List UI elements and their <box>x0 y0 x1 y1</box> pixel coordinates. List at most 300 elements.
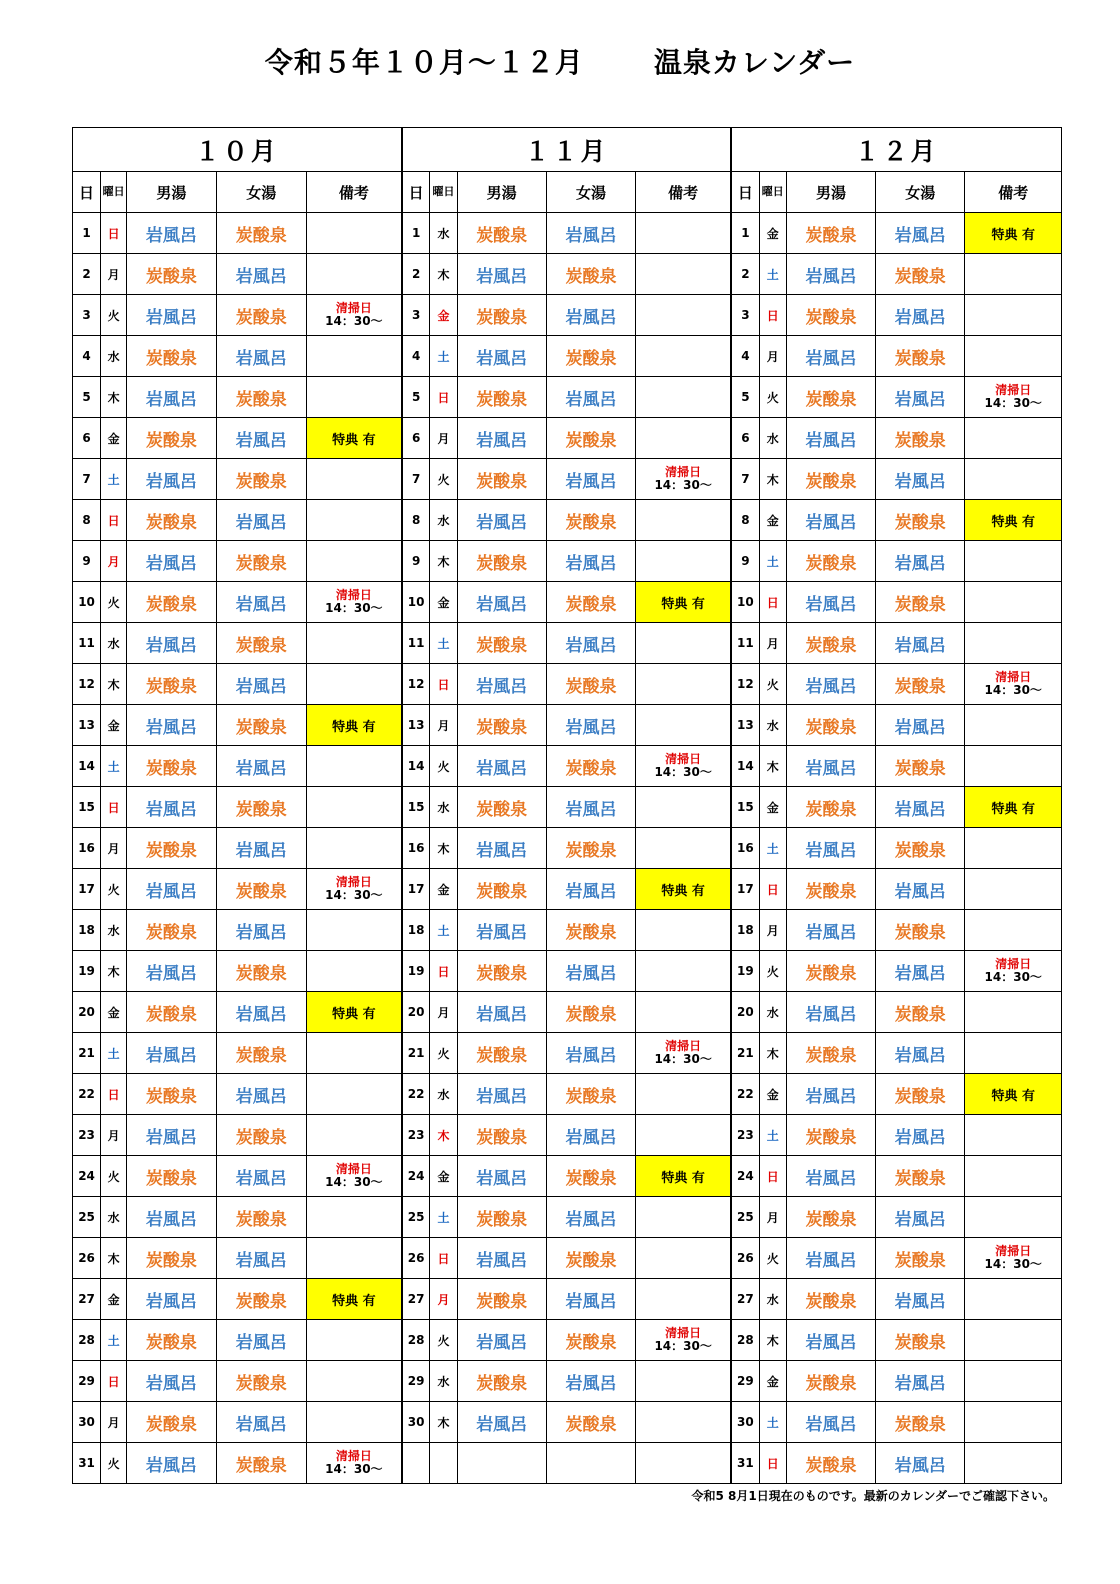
women-bath-cell: 岩風呂 <box>876 1115 965 1156</box>
women-bath-cell: 炭酸泉 <box>216 705 306 746</box>
weekday: 土 <box>101 746 127 787</box>
weekday: 木 <box>430 541 457 582</box>
table-row <box>73 295 1062 336</box>
note-cell <box>636 1197 731 1238</box>
note-cell <box>965 1197 1062 1238</box>
cleaning-day-note <box>965 664 1062 705</box>
men-bath-cell: 岩風呂 <box>457 418 546 459</box>
weekday: 日 <box>759 1443 786 1484</box>
weekday: 日 <box>101 213 127 254</box>
perk-badge: 特典 有 <box>636 1156 731 1197</box>
men-bath-cell: 岩風呂 <box>457 1156 546 1197</box>
men-bath-cell: 岩風呂 <box>457 664 546 705</box>
weekday: 木 <box>759 1033 786 1074</box>
note-cell <box>965 1115 1062 1156</box>
column-header-row <box>73 172 1062 213</box>
day-number: 17 <box>73 869 101 910</box>
weekday: 火 <box>101 869 127 910</box>
weekday: 水 <box>430 787 457 828</box>
women-bath-cell: 炭酸泉 <box>546 582 635 623</box>
men-bath-cell: 岩風呂 <box>786 254 875 295</box>
weekday: 火 <box>759 377 786 418</box>
header-day: 日 <box>73 172 101 213</box>
weekday: 土 <box>759 828 786 869</box>
header-day: 日 <box>402 172 430 213</box>
day-number: 7 <box>731 459 759 500</box>
header-note: 備考 <box>306 172 401 213</box>
note-cell <box>636 254 731 295</box>
note-cell <box>965 1402 1062 1443</box>
day-number: 25 <box>402 1197 430 1238</box>
weekday: 火 <box>759 1238 786 1279</box>
note-cell <box>306 1361 401 1402</box>
weekday: 日 <box>759 869 786 910</box>
cleaning-day-note <box>965 377 1062 418</box>
perk-badge: 特典 有 <box>965 213 1062 254</box>
women-bath-cell: 炭酸泉 <box>876 500 965 541</box>
women-bath-cell: 炭酸泉 <box>546 336 635 377</box>
weekday: 金 <box>759 787 786 828</box>
weekday: 月 <box>101 254 127 295</box>
men-bath-cell: 炭酸泉 <box>457 1361 546 1402</box>
men-bath-cell: 炭酸泉 <box>786 377 875 418</box>
note-cell <box>965 1033 1062 1074</box>
men-bath-cell: 炭酸泉 <box>127 664 216 705</box>
cleaning-time: 14：30～ <box>325 1175 383 1189</box>
weekday: 水 <box>759 992 786 1033</box>
perk-badge: 特典 有 <box>306 992 401 1033</box>
day-number: 13 <box>402 705 430 746</box>
note-cell <box>306 459 401 500</box>
day-number: 23 <box>731 1115 759 1156</box>
men-bath-cell: 岩風呂 <box>127 787 216 828</box>
weekday: 月 <box>759 623 786 664</box>
note-cell <box>636 500 731 541</box>
men-bath-cell: 炭酸泉 <box>457 951 546 992</box>
women-bath-cell: 岩風呂 <box>876 213 965 254</box>
men-bath-cell: 炭酸泉 <box>786 1443 875 1484</box>
note-cell <box>636 336 731 377</box>
note-cell <box>306 500 401 541</box>
women-bath-cell: 炭酸泉 <box>216 1279 306 1320</box>
weekday: 金 <box>101 418 127 459</box>
note-cell <box>965 705 1062 746</box>
header-men-bath: 男湯 <box>457 172 546 213</box>
day-number: 29 <box>402 1361 430 1402</box>
weekday: 月 <box>759 336 786 377</box>
table-row <box>73 418 1062 459</box>
men-bath-cell: 炭酸泉 <box>127 1156 216 1197</box>
weekday: 木 <box>430 254 457 295</box>
note-cell <box>636 828 731 869</box>
day-number: 28 <box>731 1320 759 1361</box>
note-cell <box>965 1443 1062 1484</box>
day-number: 9 <box>402 541 430 582</box>
day-number: 5 <box>731 377 759 418</box>
table-row <box>73 992 1062 1033</box>
table-row <box>73 254 1062 295</box>
cleaning-time: 14：30～ <box>325 314 383 328</box>
men-bath-cell: 岩風呂 <box>127 1279 216 1320</box>
women-bath-cell: 岩風呂 <box>876 295 965 336</box>
women-bath-cell: 炭酸泉 <box>876 992 965 1033</box>
men-bath-cell: 岩風呂 <box>457 1074 546 1115</box>
day-number: 29 <box>731 1361 759 1402</box>
month-label: １０月 <box>73 128 402 172</box>
table-row <box>73 541 1062 582</box>
women-bath-cell: 炭酸泉 <box>216 951 306 992</box>
day-number: 30 <box>402 1402 430 1443</box>
men-bath-cell: 炭酸泉 <box>786 705 875 746</box>
title-calendar: 温泉カレンダー <box>653 46 856 79</box>
men-bath-cell: 炭酸泉 <box>127 1402 216 1443</box>
table-row <box>73 1074 1062 1115</box>
weekday: 日 <box>759 1156 786 1197</box>
women-bath-cell: 岩風呂 <box>876 623 965 664</box>
women-bath-cell: 炭酸泉 <box>546 254 635 295</box>
women-bath-cell: 岩風呂 <box>546 623 635 664</box>
women-bath-cell: 岩風呂 <box>216 418 306 459</box>
women-bath-cell: 炭酸泉 <box>546 828 635 869</box>
month-label: １２月 <box>731 128 1061 172</box>
weekday: 金 <box>101 705 127 746</box>
note-cell <box>306 1320 401 1361</box>
day-number: 12 <box>73 664 101 705</box>
day-number: 4 <box>73 336 101 377</box>
weekday: 土 <box>759 541 786 582</box>
day-number: 26 <box>402 1238 430 1279</box>
note-cell <box>965 746 1062 787</box>
cleaning-time: 14：30～ <box>325 1462 383 1476</box>
note-cell <box>965 295 1062 336</box>
day-number: 8 <box>402 500 430 541</box>
note-cell <box>636 1402 731 1443</box>
cleaning-time: 14：30～ <box>325 888 383 902</box>
women-bath-cell: 炭酸泉 <box>216 213 306 254</box>
men-bath-cell: 炭酸泉 <box>457 787 546 828</box>
women-bath-cell: 岩風呂 <box>546 541 635 582</box>
men-bath-cell: 岩風呂 <box>127 459 216 500</box>
day-number: 30 <box>73 1402 101 1443</box>
women-bath-cell: 岩風呂 <box>216 1156 306 1197</box>
day-number: 13 <box>731 705 759 746</box>
men-bath-cell: 岩風呂 <box>786 992 875 1033</box>
day-number: 23 <box>73 1115 101 1156</box>
weekday: 火 <box>101 1443 127 1484</box>
perk-badge: 特典 有 <box>306 1279 401 1320</box>
header-women-bath: 女湯 <box>216 172 306 213</box>
day-number: 27 <box>731 1279 759 1320</box>
men-bath-cell: 炭酸泉 <box>457 541 546 582</box>
weekday: 土 <box>101 1320 127 1361</box>
men-bath-cell: 岩風呂 <box>127 951 216 992</box>
hot-spring-calendar-table <box>72 127 1062 1484</box>
women-bath-cell: 炭酸泉 <box>876 254 965 295</box>
weekday: 月 <box>759 910 786 951</box>
women-bath-cell: 炭酸泉 <box>546 992 635 1033</box>
table-row <box>73 1361 1062 1402</box>
day-number: 24 <box>73 1156 101 1197</box>
note-cell <box>636 992 731 1033</box>
day-number: 24 <box>402 1156 430 1197</box>
cleaning-day-label: 清掃日 <box>665 752 702 766</box>
women-bath-cell: 炭酸泉 <box>216 1033 306 1074</box>
weekday <box>430 1443 457 1484</box>
table-row <box>73 664 1062 705</box>
table-row <box>73 1443 1062 1484</box>
cleaning-day-label: 清掃日 <box>995 957 1032 971</box>
weekday: 火 <box>101 295 127 336</box>
day-number: 1 <box>731 213 759 254</box>
weekday: 木 <box>430 1115 457 1156</box>
women-bath-cell: 炭酸泉 <box>546 418 635 459</box>
women-bath-cell: 岩風呂 <box>546 951 635 992</box>
men-bath-cell: 岩風呂 <box>786 336 875 377</box>
month-header-row <box>73 128 1062 172</box>
women-bath-cell: 炭酸泉 <box>216 541 306 582</box>
weekday: 日 <box>101 500 127 541</box>
day-number: 8 <box>731 500 759 541</box>
women-bath-cell: 岩風呂 <box>216 828 306 869</box>
women-bath-cell: 炭酸泉 <box>876 418 965 459</box>
day-number <box>402 1443 430 1484</box>
note-cell <box>965 1320 1062 1361</box>
day-number: 25 <box>73 1197 101 1238</box>
weekday: 火 <box>759 664 786 705</box>
cleaning-time: 14：30～ <box>984 970 1042 984</box>
men-bath-cell: 炭酸泉 <box>786 1033 875 1074</box>
cleaning-day-note <box>306 869 401 910</box>
men-bath-cell: 炭酸泉 <box>127 1074 216 1115</box>
table-row <box>73 910 1062 951</box>
header-men-bath: 男湯 <box>127 172 216 213</box>
day-number: 31 <box>731 1443 759 1484</box>
day-number: 3 <box>402 295 430 336</box>
weekday: 金 <box>101 1279 127 1320</box>
note-cell <box>636 1361 731 1402</box>
day-number: 18 <box>73 910 101 951</box>
cleaning-day-label: 清掃日 <box>335 1449 372 1463</box>
men-bath-cell: 炭酸泉 <box>786 1279 875 1320</box>
cleaning-time: 14：30～ <box>325 601 383 615</box>
day-number: 15 <box>73 787 101 828</box>
weekday: 木 <box>101 951 127 992</box>
table-row <box>73 623 1062 664</box>
note-cell <box>636 705 731 746</box>
women-bath-cell: 岩風呂 <box>216 746 306 787</box>
weekday: 火 <box>101 582 127 623</box>
note-cell <box>636 910 731 951</box>
table-row <box>73 869 1062 910</box>
cleaning-day-note <box>965 951 1062 992</box>
cleaning-day-label: 清掃日 <box>335 1162 372 1176</box>
table-row <box>73 828 1062 869</box>
women-bath-cell <box>546 1443 635 1484</box>
cleaning-time: 14：30～ <box>654 1339 712 1353</box>
note-cell <box>636 418 731 459</box>
note-cell <box>306 664 401 705</box>
day-number: 30 <box>731 1402 759 1443</box>
day-number: 22 <box>402 1074 430 1115</box>
men-bath-cell: 岩風呂 <box>457 1402 546 1443</box>
weekday: 月 <box>430 705 457 746</box>
women-bath-cell: 炭酸泉 <box>546 500 635 541</box>
men-bath-cell: 炭酸泉 <box>786 869 875 910</box>
cleaning-time: 14：30～ <box>654 478 712 492</box>
women-bath-cell: 岩風呂 <box>216 1320 306 1361</box>
note-cell <box>306 828 401 869</box>
women-bath-cell: 岩風呂 <box>546 459 635 500</box>
weekday: 土 <box>430 910 457 951</box>
weekday: 水 <box>759 418 786 459</box>
men-bath-cell: 岩風呂 <box>786 910 875 951</box>
men-bath-cell: 岩風呂 <box>127 1197 216 1238</box>
weekday: 火 <box>430 459 457 500</box>
day-number: 3 <box>73 295 101 336</box>
page-title <box>0 36 1120 86</box>
weekday: 水 <box>759 1279 786 1320</box>
men-bath-cell: 炭酸泉 <box>127 746 216 787</box>
day-number: 16 <box>402 828 430 869</box>
weekday: 火 <box>430 1320 457 1361</box>
day-number: 5 <box>73 377 101 418</box>
day-number: 7 <box>402 459 430 500</box>
men-bath-cell: 炭酸泉 <box>786 1197 875 1238</box>
men-bath-cell: 炭酸泉 <box>786 787 875 828</box>
table-row <box>73 1320 1062 1361</box>
perk-badge: 特典 有 <box>306 705 401 746</box>
women-bath-cell: 岩風呂 <box>546 869 635 910</box>
day-number: 22 <box>731 1074 759 1115</box>
women-bath-cell: 岩風呂 <box>216 336 306 377</box>
note-cell <box>306 1115 401 1156</box>
men-bath-cell: 岩風呂 <box>457 1238 546 1279</box>
women-bath-cell: 炭酸泉 <box>216 1361 306 1402</box>
header-weekday: 曜日 <box>759 172 786 213</box>
weekday: 土 <box>430 623 457 664</box>
cleaning-day-label: 清掃日 <box>335 301 372 315</box>
men-bath-cell: 炭酸泉 <box>127 336 216 377</box>
weekday: 日 <box>101 1074 127 1115</box>
men-bath-cell: 炭酸泉 <box>786 951 875 992</box>
header-women-bath: 女湯 <box>876 172 965 213</box>
table-row <box>73 1279 1062 1320</box>
men-bath-cell: 岩風呂 <box>127 1033 216 1074</box>
weekday: 火 <box>430 1033 457 1074</box>
table-row <box>73 1156 1062 1197</box>
men-bath-cell: 炭酸泉 <box>127 582 216 623</box>
note-cell <box>306 951 401 992</box>
day-number: 18 <box>402 910 430 951</box>
women-bath-cell: 岩風呂 <box>216 1074 306 1115</box>
note-cell <box>636 951 731 992</box>
header-women-bath: 女湯 <box>546 172 635 213</box>
cleaning-time: 14：30～ <box>984 683 1042 697</box>
cleaning-day-note <box>636 746 731 787</box>
note-cell <box>636 623 731 664</box>
table-row <box>73 1033 1062 1074</box>
men-bath-cell: 岩風呂 <box>457 746 546 787</box>
men-bath-cell: 岩風呂 <box>786 1320 875 1361</box>
day-number: 19 <box>731 951 759 992</box>
men-bath-cell: 炭酸泉 <box>457 1279 546 1320</box>
day-number: 11 <box>731 623 759 664</box>
day-number: 4 <box>402 336 430 377</box>
day-number: 25 <box>731 1197 759 1238</box>
cleaning-time: 14：30～ <box>984 1257 1042 1271</box>
cleaning-day-label: 清掃日 <box>665 1326 702 1340</box>
men-bath-cell: 岩風呂 <box>127 295 216 336</box>
men-bath-cell: 岩風呂 <box>786 746 875 787</box>
weekday: 水 <box>101 623 127 664</box>
note-cell <box>965 1361 1062 1402</box>
note-cell <box>306 787 401 828</box>
day-number: 1 <box>402 213 430 254</box>
weekday: 金 <box>101 992 127 1033</box>
header-weekday: 曜日 <box>101 172 127 213</box>
cleaning-day-label: 清掃日 <box>995 670 1032 684</box>
day-number: 15 <box>402 787 430 828</box>
men-bath-cell: 岩風呂 <box>127 377 216 418</box>
perk-badge: 特典 有 <box>965 787 1062 828</box>
weekday: 月 <box>101 1115 127 1156</box>
cleaning-time: 14：30～ <box>654 765 712 779</box>
women-bath-cell: 岩風呂 <box>546 1361 635 1402</box>
weekday: 土 <box>759 1115 786 1156</box>
men-bath-cell: 岩風呂 <box>457 828 546 869</box>
day-number: 13 <box>73 705 101 746</box>
weekday: 日 <box>101 787 127 828</box>
weekday: 土 <box>101 1033 127 1074</box>
men-bath-cell: 炭酸泉 <box>786 1115 875 1156</box>
women-bath-cell: 岩風呂 <box>876 1279 965 1320</box>
day-number: 17 <box>731 869 759 910</box>
weekday: 月 <box>759 1197 786 1238</box>
table-row <box>73 1115 1062 1156</box>
note-cell <box>636 295 731 336</box>
men-bath-cell: 岩風呂 <box>457 1320 546 1361</box>
day-number: 8 <box>73 500 101 541</box>
day-number: 28 <box>73 1320 101 1361</box>
perk-badge: 特典 有 <box>636 869 731 910</box>
men-bath-cell: 岩風呂 <box>786 664 875 705</box>
women-bath-cell: 炭酸泉 <box>876 1238 965 1279</box>
note-cell <box>306 254 401 295</box>
men-bath-cell: 炭酸泉 <box>457 1115 546 1156</box>
women-bath-cell: 炭酸泉 <box>546 1156 635 1197</box>
women-bath-cell: 炭酸泉 <box>876 582 965 623</box>
title-period: 令和５年１０月～１２月 <box>264 46 584 79</box>
day-number: 21 <box>402 1033 430 1074</box>
women-bath-cell: 岩風呂 <box>546 377 635 418</box>
note-cell <box>965 541 1062 582</box>
day-number: 10 <box>731 582 759 623</box>
weekday: 木 <box>759 459 786 500</box>
women-bath-cell: 岩風呂 <box>876 705 965 746</box>
women-bath-cell: 炭酸泉 <box>876 1074 965 1115</box>
women-bath-cell: 岩風呂 <box>216 254 306 295</box>
note-cell <box>306 1197 401 1238</box>
day-number: 17 <box>402 869 430 910</box>
day-number: 16 <box>73 828 101 869</box>
day-number: 6 <box>731 418 759 459</box>
women-bath-cell: 岩風呂 <box>876 459 965 500</box>
women-bath-cell: 炭酸泉 <box>216 295 306 336</box>
note-cell <box>306 623 401 664</box>
weekday: 金 <box>759 213 786 254</box>
cleaning-day-label: 清掃日 <box>665 465 702 479</box>
men-bath-cell: 岩風呂 <box>786 1402 875 1443</box>
